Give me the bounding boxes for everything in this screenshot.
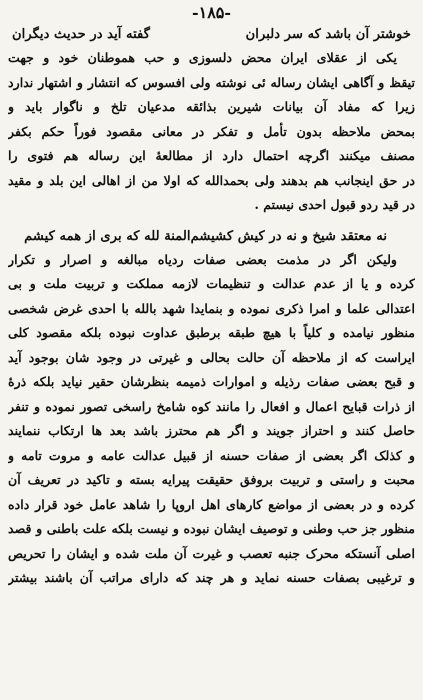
verse-hemistich-left: گفته آید در حدیث دیگران xyxy=(12,27,151,42)
text-line: تیقظ و آگاهی ایشان رساله ئی نوشته ولی افسوس که انتشار و اشتهار ندارد xyxy=(8,74,415,90)
text-line: و ترغیبی بصفات حسنه نماید و هر چند که دارای مراتب آن باشند بیشتر xyxy=(8,570,415,585)
text-line: بمحض ملاحظه بدون تأمل و تفکر در معانی مقصود فوراً حکم بکفر xyxy=(8,123,415,139)
verse-hemistich-left: المنة لله که بری از همه کیشم xyxy=(24,228,191,244)
verse-couplet-1 xyxy=(8,24,415,46)
text-line: ولیکن اگر در مذمت بعضی صفات ردیاه مبالغه و اصرار و تکرار xyxy=(8,251,397,267)
text-line: در حق اینجانب هم بدهند ولی بحمدالله که اولا من از اهالی این بلد و مقید xyxy=(8,172,415,188)
text-line: مصنف میکنند اگرچه احتمال دارد از مطالعهٔ این رساله هم فتوی را xyxy=(8,148,415,163)
text-line: از ذرات قبایح اعمال و افعال را مانند کوه شامخ راسخی تصور نموده و تنفر xyxy=(8,398,415,414)
text-line: زیرا که مفاد آن بیانات شیرین بذائقه مدعیان تلخ و ناگوار باید و xyxy=(8,99,415,114)
text-line: یکی از عقلای ایران محض دلسوزی و حب هموطنان خود و جهت xyxy=(8,50,397,65)
text-line: منظور جز حب وطنی و توصیف ایشان نبوده و نیست بلکه علت باطنی و قصد xyxy=(8,521,415,536)
verse-hemistich-right: نه معتقد شیخ و نه در کیش کشیشم xyxy=(190,228,387,244)
text-line: حاصل کنند و احتراز جویند و اگر هم محترز باشد بعد ها ارتکاب ننمایند xyxy=(8,423,415,438)
text-line: و کذلک اگر بعضی از صفات حسنه از قبیل عدالت عامه و مروت تامه و xyxy=(8,447,415,463)
text-line: در قید ردو قبول احدی نیستم . xyxy=(254,197,415,212)
paragraph-2 xyxy=(8,248,415,591)
text-line: کرده و یا از عدم عدالت و تنظیمات لازمه مملکت و تربیت ملت و بی xyxy=(8,276,415,291)
text-line: اصلی آنستکه محرک جنبه تعصب و غیرت آن ملت شده و ایشان را تحریص xyxy=(8,545,415,561)
text-line: ایراست که از ملاحظه آن حالت بحالی و غیرتی در وجود شان بوجود آید xyxy=(8,349,415,365)
text-line: کرده و در بعضی از مواضع کارهای اهل اروپا را شاهد عامل خود قرار داده xyxy=(8,496,415,512)
verse-couplet-2 xyxy=(8,226,415,248)
text-line: منظور نیامده و کلیاً با هیچ طبقه برطبق عداوت نبوده بلکه مقصود کلی xyxy=(8,325,415,340)
text-line: محبت و راستی و تربیت بروفق حقیقت پیرایه بسته و تاکید در تعریف آن xyxy=(8,472,415,487)
text-line: اعتدالی علما و امرا ذکری نموده و بنمایدا شهد بالله با احدی غرض شخصی xyxy=(8,300,415,316)
page-number: -۱۸۵- xyxy=(191,3,232,22)
verse-hemistich-right: خوشتر آن باشد که سر دلبران xyxy=(245,27,411,42)
paragraph-1 xyxy=(8,46,415,218)
text-line: و قبح بعضی صفات رذیله و اموارات ذمیمه بنظرشان حقیر نیاید بلکه ذرهٔ xyxy=(8,374,415,389)
